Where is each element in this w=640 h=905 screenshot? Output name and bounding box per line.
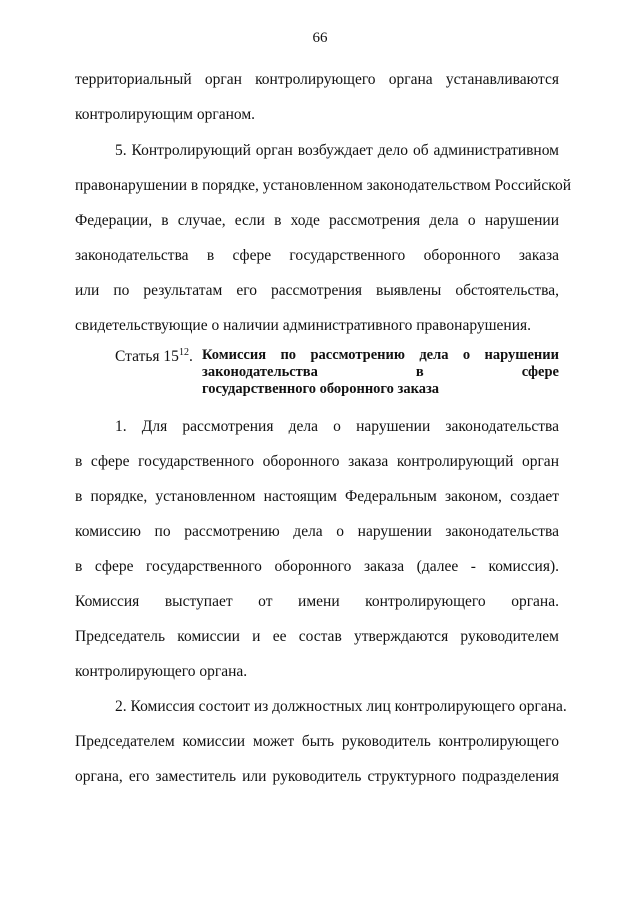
text-line: в порядке, установленном настоящим Федеральным законом, создает [75, 488, 559, 505]
text-line: комиссию по рассмотрению дела о нарушении законодательства [75, 523, 559, 540]
text-line: правонарушении в порядке, установленном законодательством Российской [75, 177, 571, 194]
text-line: или по результатам его рассмотрения выявлены обстоятельства, [75, 282, 559, 299]
text-line: Федерации, в случае, если в ходе рассмотрения дела о нарушении [75, 212, 559, 229]
text-line: Председатель комиссии и ее состав утверждаются руководителем [75, 628, 559, 645]
text-line: 2. Комиссия состоит из должностных лиц контролирующего органа. [115, 698, 567, 715]
text-line: 5. Контролирующий орган возбуждает дело об административном [115, 142, 559, 159]
page-number: 66 [312, 30, 328, 46]
text-line: 1. Для рассмотрения дела о нарушении законодательства [115, 418, 559, 435]
text-line: свидетельствующие о наличии административного правонарушения. [75, 317, 532, 334]
article-title-line: Комиссия по рассмотрению дела о нарушении [202, 347, 559, 363]
text-line: Председателем комиссии может быть руководитель контролирующего [75, 733, 559, 750]
article-title [202, 347, 559, 398]
article-title-line: государственного оборонного заказа [202, 381, 440, 397]
text-line: органа, его заместитель или руководитель структурного подразделения [75, 768, 559, 785]
article-label-prefix: Статья 15 [115, 348, 179, 365]
text-line: в сфере государственного оборонного заказа контролирующий орган [75, 453, 559, 470]
article-label-suffix: . [188, 348, 193, 365]
article-label [115, 347, 193, 366]
article-label-superscript: 12 [178, 347, 189, 358]
text-line: территориальный орган контролирующего органа устанавливаются [75, 71, 559, 88]
text-line: контролирующим органом. [75, 106, 256, 123]
text-line: Комиссия выступает от имени контролирующего органа. [75, 593, 559, 610]
text-line: в сфере государственного оборонного заказа (далее - комиссия). [75, 558, 559, 575]
article-title-line: законодательства в сфере [202, 364, 559, 380]
text-line: законодательства в сфере государственного оборонного заказа [75, 247, 559, 264]
text-line: контролирующего органа. [75, 663, 248, 680]
